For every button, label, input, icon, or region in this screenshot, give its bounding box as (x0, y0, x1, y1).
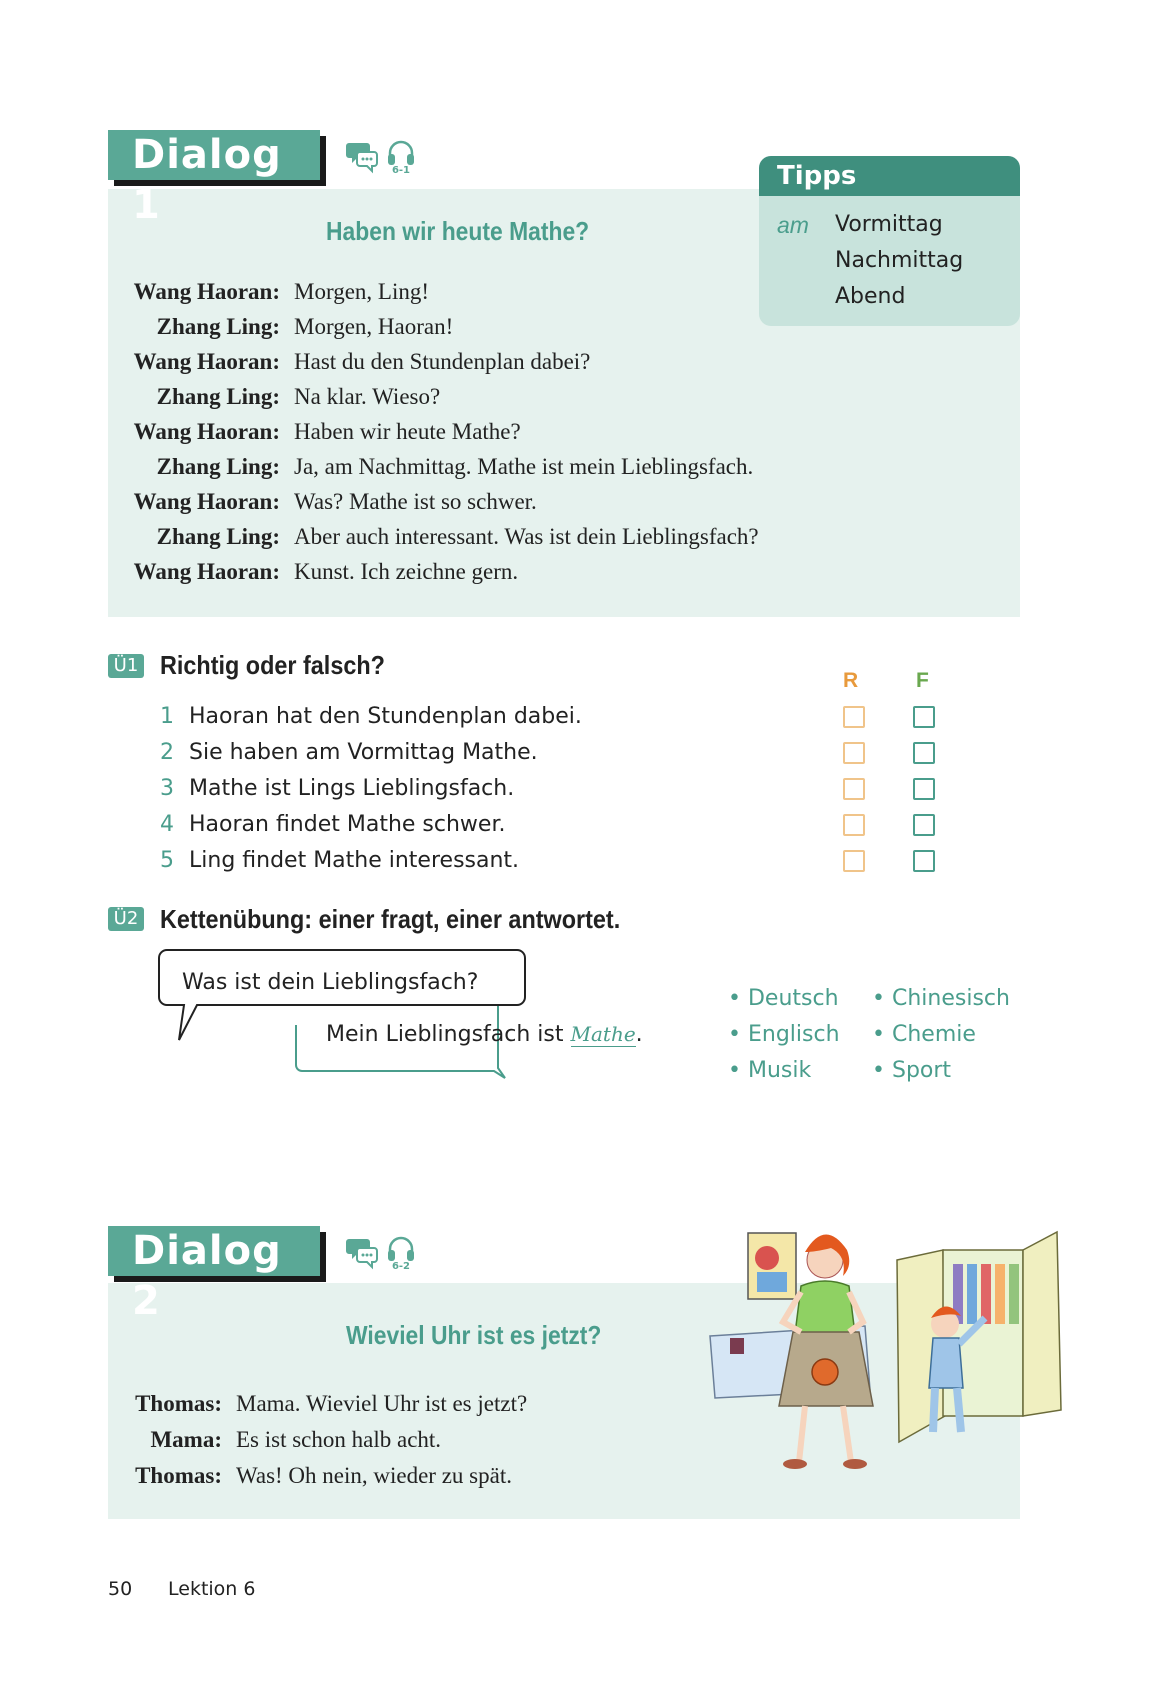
line-text: Hast du den Stundenplan dabei? (294, 349, 591, 374)
checkbox-richtig[interactable] (843, 778, 865, 800)
option-label: Chemie (891, 1022, 976, 1047)
line-text: Was! Oh nein, wieder zu spät. (236, 1463, 512, 1488)
speech-bubbles-icon (346, 1236, 378, 1270)
tipps-item: Nachmittag (835, 248, 964, 273)
tipps-item: Abend (835, 284, 906, 309)
tipps-prefix: am (777, 212, 809, 238)
option-item: • Chemie (872, 1022, 976, 1047)
dialog2-icons (346, 1236, 416, 1272)
answer-fill: Mathe (570, 1022, 636, 1046)
answer-bubble-text (326, 1022, 643, 1047)
tipps-item: Vormittag (835, 212, 943, 237)
option-item: • Musik (728, 1058, 812, 1083)
question-number: 3 (160, 776, 174, 801)
audio-track[interactable] (386, 1236, 416, 1272)
line-text: Aber auch interessant. Was ist dein Lieblingsfach? (294, 524, 759, 549)
option-item: • Englisch (728, 1022, 840, 1047)
option-label: Englisch (747, 1022, 840, 1047)
speaker: Wang Haoran: (133, 349, 280, 374)
speaker: Thomas: (135, 1463, 222, 1488)
line-text: Morgen, Ling! (294, 279, 430, 304)
exercise1-badge: Ü1 (108, 654, 144, 678)
option-item: • Sport (872, 1058, 952, 1083)
tipps-title: Tipps (759, 156, 1020, 196)
speaker: Zhang Ling: (156, 314, 280, 339)
dialog-line (128, 1391, 527, 1417)
line-text: Kunst. Ich zeichne gern. (294, 559, 519, 584)
dialog2-tab: Dialog 2 (108, 1226, 320, 1276)
checkbox-falsch[interactable] (913, 814, 935, 836)
option-label: Sport (891, 1058, 952, 1083)
dialog2-title: Wieviel Uhr ist es jetzt? (346, 1320, 602, 1350)
line-text: Was? Mathe ist so schwer. (294, 489, 537, 514)
checkbox-richtig[interactable] (843, 814, 865, 836)
checkbox-richtig[interactable] (843, 742, 865, 764)
speaker: Wang Haoran: (133, 279, 280, 304)
dialog-line (128, 489, 537, 515)
speaker: Zhang Ling: (156, 524, 280, 549)
speaker: Wang Haoran: (133, 559, 280, 584)
option-item: • Deutsch (728, 986, 839, 1011)
audio-track[interactable] (386, 140, 416, 176)
column-f-label: F (916, 669, 929, 692)
question-bubble-text: Was ist dein Lieblingsfach? (182, 970, 479, 995)
question-number: 2 (160, 740, 174, 765)
question-text: Mathe ist Lings Lieblingsfach. (189, 776, 515, 801)
speaker: Mama: (150, 1427, 222, 1452)
speaker: Wang Haoran: (133, 489, 280, 514)
exercise2-badge: Ü2 (108, 907, 144, 931)
dialog-line (128, 454, 753, 480)
dialog-line (128, 1463, 512, 1489)
exercise1-title: Richtig oder falsch? (160, 650, 385, 680)
checkbox-falsch[interactable] (913, 778, 935, 800)
question-number: 5 (160, 848, 174, 873)
page-number: 50 (108, 1578, 133, 1600)
option-label: Deutsch (747, 986, 839, 1011)
dialog-line (128, 314, 453, 340)
line-text: Ja, am Nachmittag. Mathe ist mein Lieblingsfach. (294, 454, 754, 479)
dialog-line (128, 559, 518, 585)
line-text: Na klar. Wieso? (294, 384, 441, 409)
question-text: Sie haben am Vormittag Mathe. (189, 740, 538, 765)
answer-suffix: . (635, 1022, 643, 1047)
option-label: Musik (747, 1058, 812, 1083)
dialog-line (128, 1427, 441, 1453)
line-text: Es ist schon halb acht. (236, 1427, 442, 1452)
dialog-line (128, 524, 759, 550)
option-item: • Chinesisch (872, 986, 1010, 1011)
headphones-icon (386, 1236, 416, 1262)
dialog-line (128, 419, 521, 445)
answer-prefix: Mein Lieblingsfach ist (326, 1022, 564, 1047)
question-number: 4 (160, 812, 174, 837)
checkbox-falsch[interactable] (913, 706, 935, 728)
speaker: Wang Haoran: (133, 419, 280, 444)
column-r-label: R (843, 669, 859, 692)
line-text: Haben wir heute Mathe? (294, 419, 521, 444)
question-text: Haoran hat den Stundenplan dabei. (189, 704, 582, 729)
speaker: Thomas: (135, 1391, 222, 1416)
lesson-label: Lektion 6 (168, 1578, 256, 1600)
option-label: Chinesisch (891, 986, 1010, 1011)
line-text: Morgen, Haoran! (294, 314, 454, 339)
question-text: Haoran findet Mathe schwer. (189, 812, 506, 837)
checkbox-falsch[interactable] (913, 742, 935, 764)
dialog1-tab: Dialog 1 (108, 130, 320, 180)
exercise2-title: Kettenübung: einer fragt, einer antwortet. (160, 904, 621, 934)
dialog1-icons (346, 140, 416, 176)
speech-bubbles-graphic (155, 945, 680, 1085)
illustration-mother-child (705, 1220, 1065, 1480)
checkbox-falsch[interactable] (913, 850, 935, 872)
question-number: 1 (160, 704, 174, 729)
question-text: Ling findet Mathe interessant. (189, 848, 520, 873)
tipps-box (759, 156, 1020, 326)
headphones-icon (386, 140, 416, 166)
speaker: Zhang Ling: (156, 454, 280, 479)
dialog-line (128, 384, 440, 410)
speaker: Zhang Ling: (156, 384, 280, 409)
dialog1-title: Haben wir heute Mathe? (326, 216, 590, 246)
audio-track-number: 6-1 (391, 165, 411, 176)
dialog-line (128, 279, 429, 305)
dialog-line (128, 349, 590, 375)
audio-track-number: 6-2 (391, 1261, 411, 1272)
checkbox-richtig[interactable] (843, 706, 865, 728)
line-text: Mama. Wieviel Uhr ist es jetzt? (236, 1391, 528, 1416)
speech-bubbles-icon (346, 140, 378, 174)
checkbox-richtig[interactable] (843, 850, 865, 872)
